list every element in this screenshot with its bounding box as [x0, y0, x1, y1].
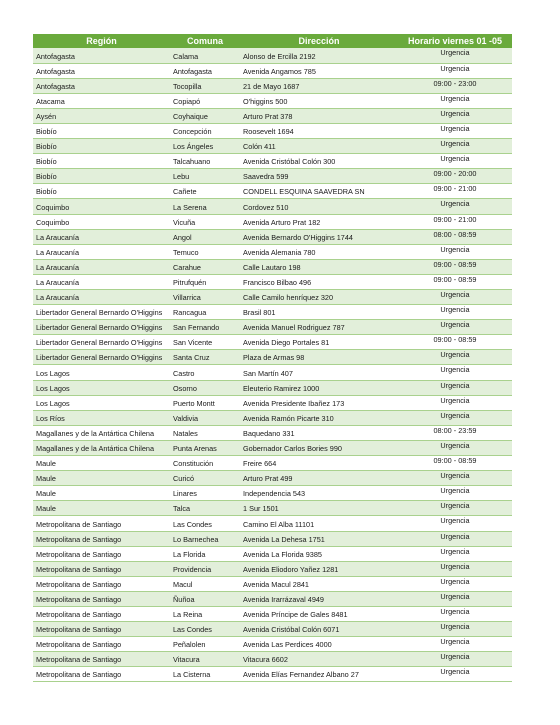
cell-comuna: La Serena — [170, 199, 240, 214]
table-row — [33, 652, 512, 667]
cell-region: Biobío — [33, 169, 170, 184]
cell-horario: Urgencia — [398, 410, 512, 425]
table-row — [33, 290, 512, 305]
table-row — [33, 486, 512, 501]
table-row — [33, 63, 512, 78]
table-row — [33, 123, 512, 138]
cell-direccion: Brasil 801 — [240, 305, 398, 320]
table-row — [33, 229, 512, 244]
cell-comuna: Pitrufquén — [170, 274, 240, 289]
cell-direccion: O'higgins 500 — [240, 93, 398, 108]
cell-region: La Araucanía — [33, 274, 170, 289]
cell-direccion: Avenida Manuel Rodriguez 787 — [240, 320, 398, 335]
cell-horario: Urgencia — [398, 395, 512, 410]
cell-direccion: Avenida Irarrázaval 4949 — [240, 591, 398, 606]
cell-direccion: Avenida Diego Portales 81 — [240, 335, 398, 350]
header-row — [33, 34, 512, 48]
cell-horario: Urgencia — [398, 606, 512, 621]
cell-region: Maule — [33, 456, 170, 471]
cell-region: Biobío — [33, 154, 170, 169]
cell-comuna: Providencia — [170, 561, 240, 576]
cell-horario: Urgencia — [398, 93, 512, 108]
cell-comuna: La Reina — [170, 606, 240, 621]
table-row — [33, 667, 512, 682]
table-row — [33, 576, 512, 591]
table-row — [33, 561, 512, 576]
cell-horario: 08:00 - 23:59 — [398, 425, 512, 440]
cell-comuna: Tocopilla — [170, 78, 240, 93]
cell-comuna: Valdivia — [170, 410, 240, 425]
cell-direccion: 1 Sur 1501 — [240, 501, 398, 516]
cell-horario: 09:00 - 08:59 — [398, 274, 512, 289]
cell-direccion: 21 de Mayo 1687 — [240, 78, 398, 93]
table-row — [33, 93, 512, 108]
table-row — [33, 350, 512, 365]
cell-direccion: Avenida Ramón Picarte 310 — [240, 410, 398, 425]
cell-horario: Urgencia — [398, 380, 512, 395]
cell-region: Maule — [33, 486, 170, 501]
schedule-table — [33, 34, 512, 682]
cell-horario: Urgencia — [398, 320, 512, 335]
cell-comuna: Puerto Montt — [170, 395, 240, 410]
table-row — [33, 48, 512, 63]
cell-region: Coquimbo — [33, 214, 170, 229]
table-row — [33, 637, 512, 652]
cell-direccion: Vitacura 6602 — [240, 652, 398, 667]
cell-direccion: Avenida La Florida 9385 — [240, 546, 398, 561]
cell-direccion: Baquedano 331 — [240, 425, 398, 440]
cell-comuna: Temuco — [170, 244, 240, 259]
cell-horario: 09:00 - 21:00 — [398, 214, 512, 229]
cell-horario: Urgencia — [398, 501, 512, 516]
cell-horario: 09:00 - 08:59 — [398, 456, 512, 471]
cell-region: Los Lagos — [33, 395, 170, 410]
cell-horario: Urgencia — [398, 637, 512, 652]
cell-comuna: Natales — [170, 425, 240, 440]
cell-direccion: Avenida Macul 2841 — [240, 576, 398, 591]
cell-region: Metropolitana de Santiago — [33, 652, 170, 667]
cell-region: La Araucanía — [33, 259, 170, 274]
table-row — [33, 335, 512, 350]
cell-region: Biobío — [33, 123, 170, 138]
cell-horario: Urgencia — [398, 108, 512, 123]
cell-horario: 09:00 - 08:59 — [398, 259, 512, 274]
cell-horario: Urgencia — [398, 199, 512, 214]
table-row — [33, 274, 512, 289]
cell-comuna: Linares — [170, 486, 240, 501]
cell-direccion: Avenida Las Perdices 4000 — [240, 637, 398, 652]
cell-direccion: Avenida Eliodoro Yañez 1281 — [240, 561, 398, 576]
cell-horario: 09:00 - 08:59 — [398, 335, 512, 350]
cell-comuna: Rancagua — [170, 305, 240, 320]
table-row — [33, 531, 512, 546]
table-row — [33, 516, 512, 531]
cell-horario: Urgencia — [398, 440, 512, 455]
table-row — [33, 139, 512, 154]
cell-comuna: Talca — [170, 501, 240, 516]
cell-comuna: Castro — [170, 365, 240, 380]
cell-region: Aysén — [33, 108, 170, 123]
table-row — [33, 425, 512, 440]
cell-horario: Urgencia — [398, 531, 512, 546]
cell-direccion: Avenida Arturo Prat 182 — [240, 214, 398, 229]
cell-horario: Urgencia — [398, 290, 512, 305]
cell-horario: Urgencia — [398, 48, 512, 63]
header-horario: Horario viernes 01 -05 — [398, 34, 512, 48]
cell-comuna: Talcahuano — [170, 154, 240, 169]
cell-region: Antofagasta — [33, 63, 170, 78]
cell-comuna: Curicó — [170, 471, 240, 486]
table-row — [33, 622, 512, 637]
cell-direccion: Plaza de Armas 98 — [240, 350, 398, 365]
cell-comuna: San Vicente — [170, 335, 240, 350]
cell-direccion: Arturo Prat 378 — [240, 108, 398, 123]
cell-horario: Urgencia — [398, 350, 512, 365]
table-row — [33, 154, 512, 169]
cell-horario: Urgencia — [398, 471, 512, 486]
cell-region: La Araucanía — [33, 290, 170, 305]
cell-direccion: Cordovez 510 — [240, 199, 398, 214]
cell-horario: Urgencia — [398, 652, 512, 667]
table-body — [33, 48, 512, 682]
table-row — [33, 259, 512, 274]
table-row — [33, 78, 512, 93]
table-row — [33, 320, 512, 335]
cell-direccion: Avenida Príncipe de Gales 8481 — [240, 606, 398, 621]
cell-region: Maule — [33, 471, 170, 486]
table-row — [33, 410, 512, 425]
cell-comuna: Angol — [170, 229, 240, 244]
cell-region: Libertador General Bernardo O'Higgins — [33, 305, 170, 320]
cell-comuna: Macul — [170, 576, 240, 591]
cell-comuna: Punta Arenas — [170, 440, 240, 455]
cell-horario: Urgencia — [398, 305, 512, 320]
cell-direccion: Calle Camilo henríquez 320 — [240, 290, 398, 305]
cell-horario: Urgencia — [398, 546, 512, 561]
cell-comuna: Coyhaique — [170, 108, 240, 123]
cell-region: Metropolitana de Santiago — [33, 622, 170, 637]
cell-region: Libertador General Bernardo O'Higgins — [33, 320, 170, 335]
cell-direccion: Alonso de Ercilla 2192 — [240, 48, 398, 63]
cell-comuna: Osorno — [170, 380, 240, 395]
cell-region: Antofagasta — [33, 48, 170, 63]
cell-direccion: San Martín 407 — [240, 365, 398, 380]
cell-direccion: Gobernador Carlos Bories 990 — [240, 440, 398, 455]
cell-direccion: Roosevelt 1694 — [240, 123, 398, 138]
cell-region: Biobío — [33, 139, 170, 154]
table-row — [33, 546, 512, 561]
cell-comuna: Concepción — [170, 123, 240, 138]
cell-direccion: Camino El Alba 11101 — [240, 516, 398, 531]
cell-direccion: Arturo Prat 499 — [240, 471, 398, 486]
cell-direccion: Avenida Alemania 780 — [240, 244, 398, 259]
cell-region: Magallanes y de la Antártica Chilena — [33, 425, 170, 440]
table-row — [33, 395, 512, 410]
cell-comuna: Lo Barnechea — [170, 531, 240, 546]
cell-horario: 09:00 - 21:00 — [398, 184, 512, 199]
table-row — [33, 606, 512, 621]
cell-comuna: Las Condes — [170, 622, 240, 637]
table-row — [33, 305, 512, 320]
table-row — [33, 501, 512, 516]
header-comuna: Comuna — [170, 34, 240, 48]
cell-region: Metropolitana de Santiago — [33, 576, 170, 591]
cell-comuna: Antofagasta — [170, 63, 240, 78]
table-row — [33, 365, 512, 380]
cell-horario: Urgencia — [398, 667, 512, 682]
cell-horario: Urgencia — [398, 576, 512, 591]
cell-comuna: San Fernando — [170, 320, 240, 335]
cell-region: Antofagasta — [33, 78, 170, 93]
cell-direccion: Avenida Angamos 785 — [240, 63, 398, 78]
cell-direccion: Francisco Bilbao 496 — [240, 274, 398, 289]
cell-comuna: Santa Cruz — [170, 350, 240, 365]
header-region: Región — [33, 34, 170, 48]
cell-comuna: Los Ángeles — [170, 139, 240, 154]
cell-horario: Urgencia — [398, 622, 512, 637]
cell-direccion: Independencia 543 — [240, 486, 398, 501]
cell-comuna: Peñalolen — [170, 637, 240, 652]
cell-horario: Urgencia — [398, 63, 512, 78]
cell-comuna: Copiapó — [170, 93, 240, 108]
cell-region: Metropolitana de Santiago — [33, 516, 170, 531]
cell-horario: Urgencia — [398, 154, 512, 169]
cell-region: Metropolitana de Santiago — [33, 531, 170, 546]
cell-horario: Urgencia — [398, 123, 512, 138]
cell-direccion: Calle Lautaro 198 — [240, 259, 398, 274]
table-row — [33, 244, 512, 259]
cell-region: Metropolitana de Santiago — [33, 561, 170, 576]
table-row — [33, 380, 512, 395]
cell-comuna: Villarrica — [170, 290, 240, 305]
cell-comuna: Lebu — [170, 169, 240, 184]
cell-region: Libertador General Bernardo O'Higgins — [33, 350, 170, 365]
cell-region: Maule — [33, 501, 170, 516]
cell-region: La Araucanía — [33, 229, 170, 244]
cell-direccion: Avenida Cristóbal Colón 6071 — [240, 622, 398, 637]
header-direccion: Dirección — [240, 34, 398, 48]
cell-region: Los Ríos — [33, 410, 170, 425]
cell-direccion: Avenida Elías Fernandez Albano 27 — [240, 667, 398, 682]
cell-region: Biobío — [33, 184, 170, 199]
cell-comuna: Calama — [170, 48, 240, 63]
table-row — [33, 471, 512, 486]
table-row — [33, 214, 512, 229]
cell-horario: Urgencia — [398, 561, 512, 576]
table-row — [33, 184, 512, 199]
cell-direccion: Saavedra 599 — [240, 169, 398, 184]
cell-comuna: La Cisterna — [170, 667, 240, 682]
cell-horario: Urgencia — [398, 591, 512, 606]
cell-horario: Urgencia — [398, 516, 512, 531]
cell-region: Metropolitana de Santiago — [33, 591, 170, 606]
cell-comuna: Cañete — [170, 184, 240, 199]
table-row — [33, 591, 512, 606]
table-row — [33, 440, 512, 455]
cell-horario: Urgencia — [398, 486, 512, 501]
cell-direccion: Avenida Cristóbal Colón 300 — [240, 154, 398, 169]
cell-comuna: Vicuña — [170, 214, 240, 229]
cell-region: La Araucanía — [33, 244, 170, 259]
cell-horario: 09:00 - 23:00 — [398, 78, 512, 93]
cell-direccion: Colón 411 — [240, 139, 398, 154]
table-row — [33, 169, 512, 184]
cell-region: Metropolitana de Santiago — [33, 546, 170, 561]
cell-comuna: Las Condes — [170, 516, 240, 531]
cell-direccion: Avenida Bernardo O'Higgins 1744 — [240, 229, 398, 244]
cell-direccion: Freire 664 — [240, 456, 398, 471]
cell-region: Los Lagos — [33, 365, 170, 380]
cell-direccion: CONDELL ESQUINA SAAVEDRA SN — [240, 184, 398, 199]
cell-region: Metropolitana de Santiago — [33, 667, 170, 682]
schedule-table-container — [33, 34, 512, 682]
cell-comuna: Constitución — [170, 456, 240, 471]
cell-region: Atacama — [33, 93, 170, 108]
cell-comuna: La Florida — [170, 546, 240, 561]
cell-direccion: Avenida La Dehesa 1751 — [240, 531, 398, 546]
cell-direccion: Eleuterio Ramirez 1000 — [240, 380, 398, 395]
cell-horario: Urgencia — [398, 365, 512, 380]
cell-comuna: Vitacura — [170, 652, 240, 667]
cell-region: Libertador General Bernardo O'Higgins — [33, 335, 170, 350]
cell-horario: 09:00 - 20:00 — [398, 169, 512, 184]
cell-region: Metropolitana de Santiago — [33, 606, 170, 621]
table-row — [33, 199, 512, 214]
cell-comuna: Carahue — [170, 259, 240, 274]
cell-horario: 08:00 - 08:59 — [398, 229, 512, 244]
cell-region: Magallanes y de la Antártica Chilena — [33, 440, 170, 455]
cell-region: Los Lagos — [33, 380, 170, 395]
cell-region: Metropolitana de Santiago — [33, 637, 170, 652]
table-row — [33, 456, 512, 471]
cell-horario: Urgencia — [398, 244, 512, 259]
table-row — [33, 108, 512, 123]
cell-comuna: Ñuñoa — [170, 591, 240, 606]
cell-horario: Urgencia — [398, 139, 512, 154]
cell-region: Coquimbo — [33, 199, 170, 214]
cell-direccion: Avenida Presidente Ibañez 173 — [240, 395, 398, 410]
